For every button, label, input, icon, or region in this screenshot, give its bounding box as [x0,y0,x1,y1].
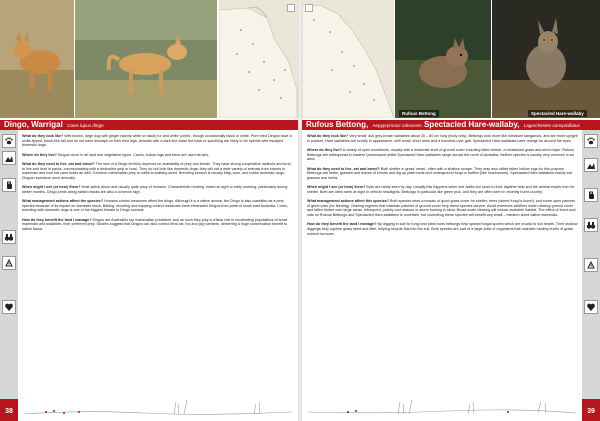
paragraph-management: What management actions affect the species? Humans control measures affect the dingo. Although it is a native animal, the Dingo is also classified as a pest species because of its impact on domestic stock. Baiting, shooting and trapping control measures have eliminated Dingos from parts of south east Australia. Cross-breeding with domestic dogs is one of the biggest threats to Dingo survival. [22,199,289,213]
benefit-icon [2,300,16,314]
paragraph-management: What management actions affect this species? Both species need a mosaic of good grass cover for shelter; trees (where fungi is found); and some open patches of green pick (for feeding). Grazing regimes that maintain patches of ground cover help these species survive. Avoid extensive wildfires which destroy ground cover and fallen timber over large areas. Infrequent, patchy cool season or storm burning is ideal. Broad scale clearing will reduce available habitat. The effect of foxes and cats on Rufous Bettongs and Spectacled Hare-wallabies is uncertain, but controlling these species will benefit any small – medium sized native mammals. [307,199,576,218]
paw-icon [584,134,598,148]
right-page [302,0,600,421]
paragraph-benefits: How do they benefit the land I manage? Dingos are Australia's top mammalian predators, and as such they play a critical role in moderating populations of small mammals and wallabies, their preferred prey. Studies suggest that Dingos can also control feral cat, fox and pig numbers, delivering a huge conservation benefit to native fauna. [22,217,288,232]
paw-icon [2,134,16,148]
title-scientific-name: Canis lupus dingo [67,123,104,128]
management-icon [2,256,16,270]
map-legend-square [305,4,313,12]
photo-caption-rufous-bettong: Rufous Bettong [399,110,439,117]
footer-illustration [24,392,292,418]
title-scientific-name-1: Aepyprymnus rufescens [372,123,422,128]
habitat-icon [2,151,16,165]
right-body-text [307,134,578,241]
benefit-icon [584,300,598,314]
paragraph-needs: What do they need to live, eat and breed? The size of a Dingo territory depends on availability of prey and terrain. They have strong cooperative instincts and tend to live and hunt in packs, communicating with a distinctive yelp or howl. They do not look like domestic dogs; they will eat a wide variety of animals from insects to mammals and now eat cane toads as well. Common mammalian prey is rabbit to wallaby-sized. Breeding season is usually May-June, and unlike domestic dogs, Dingos reproduce once annually. [22,161,291,180]
page-title [302,120,600,130]
hand-icon [584,188,598,202]
paragraph-benefits: How do they benefit the land I manage? By digging in soil for fungi and plant roots bettongs help spread fungal spores which are crucial to soil health. Their shallow diggings help capture grass seed and litter, helping recycle this into the soil. Both species are part of a large suite of organisms that maintain healthy levels of grass nutrient turnover. [307,222,578,236]
binoculars-icon [2,230,16,244]
right-sidebar [582,130,600,421]
paragraph-habitat: Where do they live? A variety of open woodlands, usually with a moderate level of ground cover including fallen timber, a mosaicked grass and shrub layer. Rufous Bettongs are widespread in eastern Queensland whilst Spectacled Hare-wallabies range across the north of Australia. Neither species is usually very common in an area. [307,147,575,162]
photo-caption-spectacled-hare-wallaby: Spectacled Hare-wallaby [528,110,587,117]
page-number: 38 [5,408,13,415]
left-sidebar [0,130,18,421]
rufous-distribution-map [302,0,394,118]
rufous-bettong-photo [395,0,491,118]
page-number: 39 [587,408,595,415]
hand-icon [2,178,16,192]
binoculars-icon [584,218,598,232]
title-common-name-1: Rufous Bettong, [306,120,369,129]
title-scientific-name-2: Lagorchestes conspicillatus [523,123,580,128]
title-common-name-2: Spectacled Hare-wallaby, [423,120,520,129]
paragraph-needs: What do they need to live, eat and breed? Both shelter in grass 'nests', often with a shallow scrape. They may also utilise fallen hollow logs for this purpose. Bettongs eat herbs, grasses and leaves of shrubs and dig up plant roots and underground fungi or truffles (like mushrooms). Spectacled Hare-wallabies mainly eat grasses and herbs. [307,166,572,180]
paragraph-appearance: What do they look like? Very small, dull grey-brown wallabies about 30 – 50 cm long (body only). Bettongs look more like miniature kangaroos, and are more upright in posture. Hare-wallabies are scruffy in appearance, with small, short arms and a hunched-over gait. Spectacled Hare-wallabies have orange fur around the eyes. [307,134,578,143]
paragraph-sightings: When might I see (or hear) them? Both are rarely seen by day. Usually this happens when one walks too close to their daytime hide and the animal erupts from its shelter. Both are often seen at night in vehicle headlights. Bettongs in particular like green pick, and they are often seen in recently burnt country. [307,185,575,194]
habitat-icon [584,158,598,172]
management-icon [584,258,598,272]
title-common-name: Dingo, Warrigal [4,120,63,129]
left-body-text [22,134,293,236]
footer-illustration [308,392,576,418]
dingo-photo-1 [0,0,74,118]
dingo-distribution-map [218,0,298,118]
paragraph-sightings: When might I see (or hear) them? Most active alone and usually quite wary of humans. Characteristic howling, heard at night or early morning, particularly during winter months. Dingo prints along station tracks are also a common sign. [22,185,288,194]
dingo-photo-2 [75,0,217,118]
left-page [0,0,298,421]
map-legend-square [287,4,295,12]
paragraph-appearance: What do they look like? Well known, large dog with ginger (sandy-white or black) fur and white 'points', though occasionally black or white. Pure bred Dingos have a white-tipped, brush-like tail and do not have dewlaps on their hind legs. Animals with a dark line down the back or speckling are likely to be hybrids with escaped domestic dogs. [22,134,292,148]
page-title [0,120,298,130]
spectacled-hare-wallaby-photo [492,0,600,118]
paragraph-habitat: Where do they live? Dingos occur in all land and vegetation types. Caves, hollow logs and trees are used as lairs. [22,152,210,157]
